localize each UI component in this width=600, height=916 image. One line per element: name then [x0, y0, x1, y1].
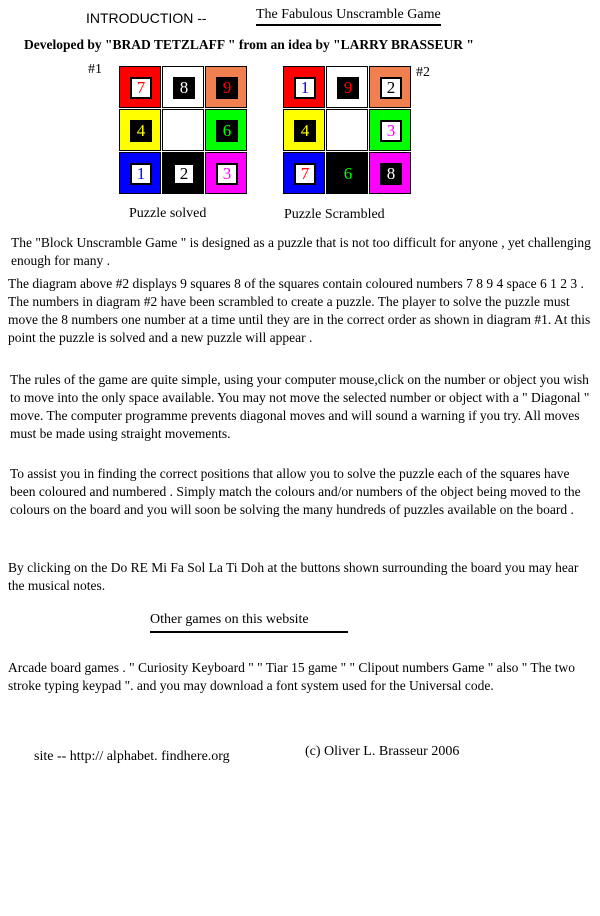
- solved-tile: [205, 109, 247, 151]
- paragraph-rules: The rules of the game are quite simple, using your computer mouse,click on the number or object you wish to move into the only space available. You may not move the selected number or object with a " Diagonal " move. The computer programme prevents diagonal moves and will sound a warning if you try. All moves must be made using straight movements.: [10, 372, 590, 441]
- solved-tile-number: 4: [130, 120, 152, 142]
- solved-tile-number: 6: [216, 120, 238, 142]
- paragraph-intro: The "Block Unscramble Game " is designed as a puzzle that is not too difficult for anyone , yet challenging enough for many .: [11, 235, 591, 268]
- site-url: site -- http:// alphabet. findhere.org: [34, 749, 230, 764]
- solved-tile: [205, 152, 247, 194]
- puzzle-solved-grid: [119, 66, 247, 194]
- intro-label: INTRODUCTION --: [86, 10, 207, 26]
- scrambled-empty-space: [326, 109, 368, 151]
- scrambled-tile-number: 8: [380, 163, 402, 185]
- solved-tile: [205, 66, 247, 108]
- scrambled-tile: [283, 109, 325, 151]
- scrambled-tile-number: 2: [380, 77, 402, 99]
- scrambled-tile-number: 4: [294, 120, 316, 142]
- paragraph-assist: To assist you in finding the correct positions that allow you to solve the puzzle each of the squares have been coloured and numbered . Simply match the colours and/or numbers of the object being moved to the colours on the board and you will soon be solving the many hundreds of puzzles available on the board .: [10, 466, 581, 517]
- solved-tile-number: 7: [130, 77, 152, 99]
- solved-tile-number: 2: [173, 163, 195, 185]
- puzzle1-tag: #1: [88, 62, 102, 77]
- solved-tile: [119, 109, 161, 151]
- copyright: (c) Oliver L. Brasseur 2006: [305, 744, 460, 759]
- page-title: The Fabulous Unscramble Game: [256, 7, 441, 26]
- scrambled-tile: [326, 66, 368, 108]
- scrambled-tile: [283, 66, 325, 108]
- credit-line: Developed by "BRAD TETZLAFF " from an idea by "LARRY BRASSEUR ": [24, 37, 474, 52]
- scrambled-tile-number: 6: [337, 163, 359, 185]
- scrambled-tile: [283, 152, 325, 194]
- puzzle1-caption: Puzzle solved: [129, 206, 207, 221]
- other-games-heading: Other games on this website: [150, 612, 348, 633]
- solved-tile: [119, 66, 161, 108]
- solved-tile-number: 9: [216, 77, 238, 99]
- scrambled-tile-number: 1: [294, 77, 316, 99]
- puzzle-scrambled-grid: [283, 66, 411, 194]
- scrambled-tile: [369, 152, 411, 194]
- scrambled-tile: [369, 109, 411, 151]
- puzzle2-tag: #2: [416, 65, 430, 80]
- scrambled-tile: [326, 152, 368, 194]
- paragraph-other-games: Arcade board games . " Curiosity Keyboard " " Tiar 15 game " " Clipout numbers Game " also " The two stroke typing keypad ". and you may download a font system used for the Universal code.: [8, 660, 575, 693]
- solved-tile-number: 3: [216, 163, 238, 185]
- solved-tile-number: 1: [130, 163, 152, 185]
- solved-tile: [119, 152, 161, 194]
- scrambled-tile: [369, 66, 411, 108]
- scrambled-tile-number: 9: [337, 77, 359, 99]
- scrambled-tile-number: 7: [294, 163, 316, 185]
- solved-tile: [162, 66, 204, 108]
- solved-tile-number: 8: [173, 77, 195, 99]
- paragraph-diagram: The diagram above #2 displays 9 squares 8 of the squares contain coloured numbers 7 8 9 4 space 6 1 2 3 . The numbers in diagram #2 have been scrambled to create a puzzle. The player to solve the puzzle must move the 8 numbers one number at a time until they are in the correct order as shown in diagram #1. At this point the puzzle is solved and a new puzzle will appear .: [8, 276, 591, 345]
- solved-empty-space: [162, 109, 204, 151]
- solved-tile: [162, 152, 204, 194]
- scrambled-tile-number: 3: [380, 120, 402, 142]
- puzzle2-caption: Puzzle Scrambled: [284, 207, 385, 222]
- paragraph-notes: By clicking on the Do RE Mi Fa Sol La Ti Doh at the buttons shown surrounding the board you may hear the musical notes.: [8, 560, 579, 593]
